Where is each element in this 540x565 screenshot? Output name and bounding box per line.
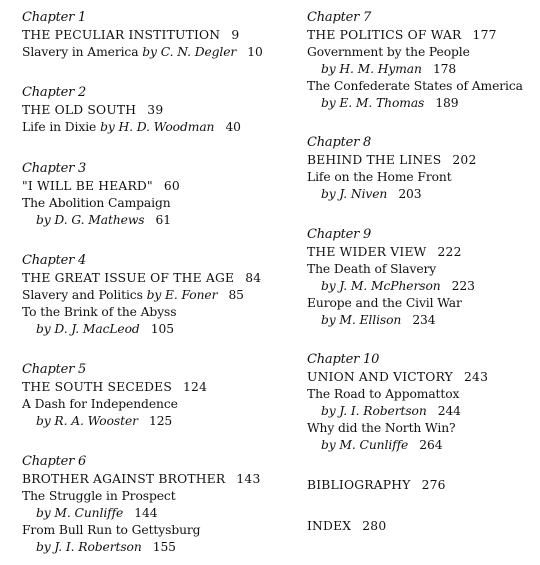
- page-number: 143: [236, 472, 261, 486]
- page-number: 177: [472, 28, 497, 42]
- section-title: INDEX 280: [307, 519, 387, 533]
- chapter-heading: Chapter 5: [22, 362, 87, 377]
- essay-title: The Road to Appomattox: [307, 387, 460, 401]
- section-title: THE OLD SOUTH 39: [22, 103, 164, 117]
- section-title: BROTHER AGAINST BROTHER 143: [22, 472, 261, 486]
- essay-author: by H. M. Hyman 178: [321, 62, 457, 76]
- essay-author: by E. M. Thomas 189: [321, 96, 459, 110]
- essay-title: The Struggle in Prospect: [22, 489, 176, 503]
- essay-author: by R. A. Wooster 125: [36, 414, 173, 428]
- toc-chapter-6: [22, 452, 292, 556]
- section-title: BEHIND THE LINES 202: [307, 153, 477, 167]
- section-title: UNION AND VICTORY 243: [307, 370, 489, 384]
- toc-chapter-2: [22, 83, 292, 136]
- chapter-heading: Chapter 4: [22, 253, 87, 268]
- chapter-heading: Chapter 3: [22, 161, 87, 176]
- toc-index: [307, 518, 537, 535]
- chapter-heading: Chapter 2: [22, 85, 87, 100]
- page-number: 124: [183, 380, 208, 394]
- page-number: 243: [464, 370, 489, 384]
- page-number: 276: [421, 478, 446, 492]
- toc-chapter-9: [307, 225, 537, 329]
- essay-author: by J. I. Robertson 244: [321, 404, 461, 418]
- essay-title: The Confederate States of America: [307, 79, 523, 93]
- essay-title: Government by the People: [307, 45, 470, 59]
- section-title: THE POLITICS OF WAR 177: [307, 28, 497, 42]
- section-title: THE WIDER VIEW 222: [307, 245, 462, 259]
- essay-entry: Life in Dixie by H. D. Woodman 40: [22, 120, 241, 134]
- essay-author: by M. Cunliffe 144: [36, 506, 158, 520]
- essay-author: by J. M. McPherson 223: [321, 279, 475, 293]
- chapter-heading: Chapter 10: [307, 352, 380, 367]
- page-number: 39: [147, 103, 164, 117]
- toc-chapter-7: [307, 8, 537, 112]
- toc-chapter-5: [22, 360, 292, 430]
- chapter-heading: Chapter 1: [22, 10, 87, 25]
- chapter-heading: Chapter 6: [22, 454, 87, 469]
- page-number: 84: [245, 271, 262, 285]
- page-number: 222: [437, 245, 462, 259]
- section-title: THE SOUTH SECEDES 124: [22, 380, 208, 394]
- essay-author: by D. J. MacLeod 105: [36, 322, 174, 336]
- section-title: "I WILL BE HEARD" 60: [22, 179, 180, 193]
- chapter-heading: Chapter 9: [307, 227, 372, 242]
- essay-title: To the Brink of the Abyss: [22, 305, 177, 319]
- page-number: 202: [452, 153, 477, 167]
- toc-chapter-8: [307, 133, 537, 203]
- toc-chapter-3: [22, 159, 292, 229]
- essay-author: by J. Niven 203: [321, 187, 422, 201]
- page-number: 60: [163, 179, 180, 193]
- section-title: THE GREAT ISSUE OF THE AGE 84: [22, 271, 262, 285]
- essay-entry: Slavery in America by C. N. Degler 10: [22, 45, 263, 59]
- section-title: BIBLIOGRAPHY 276: [307, 478, 446, 492]
- essay-title: The Abolition Campaign: [22, 196, 171, 210]
- essay-title: The Death of Slavery: [307, 262, 437, 276]
- page-number: 9: [231, 28, 240, 42]
- essay-title: Europe and the Civil War: [307, 296, 462, 310]
- toc-bibliography: [307, 477, 537, 494]
- chapter-heading: Chapter 8: [307, 135, 372, 150]
- essay-author: by M. Ellison 234: [321, 313, 436, 327]
- essay-author: by D. G. Mathews 61: [36, 213, 171, 227]
- page-number: 280: [362, 519, 387, 533]
- essay-title: A Dash for Independence: [22, 397, 178, 411]
- essay-author: by J. I. Robertson 155: [36, 540, 176, 554]
- toc-chapter-10: [307, 350, 537, 454]
- essay-title: Why did the North Win?: [307, 421, 456, 435]
- section-title: THE PECULIAR INSTITUTION 9: [22, 28, 240, 42]
- chapter-heading: Chapter 7: [307, 10, 372, 25]
- essay-entry: Slavery and Politics by E. Foner 85: [22, 288, 244, 302]
- essay-title: Life on the Home Front: [307, 170, 452, 184]
- essay-title: From Bull Run to Gettysburg: [22, 523, 201, 537]
- essay-author: by M. Cunliffe 264: [321, 438, 443, 452]
- toc-chapter-1: [22, 8, 292, 61]
- toc-chapter-4: [22, 251, 292, 338]
